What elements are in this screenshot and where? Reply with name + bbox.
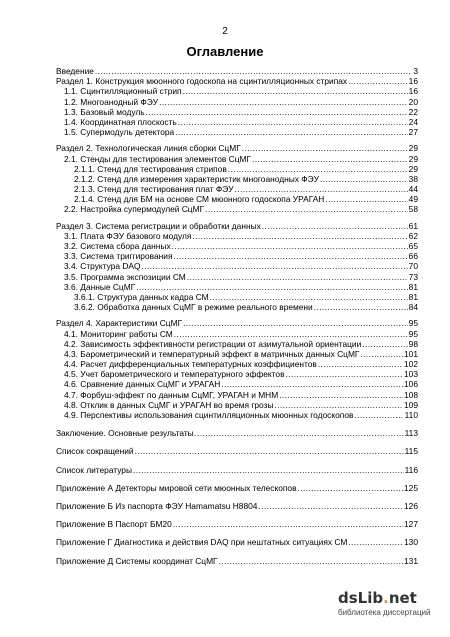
page-number: 2	[222, 26, 228, 37]
toc-dot-leader	[221, 379, 403, 389]
toc-entry-label: 2.1. Стенды для тестирования элементов СцМГ	[64, 153, 252, 164]
toc-dot-leader	[320, 174, 408, 184]
toc-entry-label: 3.5. Программа экспозиции СМ	[64, 271, 186, 282]
toc-dot-leader	[210, 292, 408, 302]
toc-entry-label: Раздел 2. Технологическая линия сборки СцМГ	[56, 143, 241, 154]
toc-entry-page: 22	[408, 106, 418, 117]
toc-entry-page: 95	[408, 318, 418, 329]
toc-entry-page: 101	[404, 348, 418, 359]
toc-dot-leader	[205, 204, 408, 214]
toc-entry-label: 3.1. Плата ФЭУ базового модуля	[64, 230, 192, 241]
toc-entry-page: 125	[404, 482, 418, 493]
toc-dot-leader	[192, 231, 407, 241]
toc-entry-label: Заключение. Основные результаты.	[56, 428, 197, 439]
toc-entry-page: 16	[408, 86, 418, 97]
toc-entry-label: 4.1. Мониторинг работы СМ	[64, 328, 173, 339]
section-gap	[56, 475, 418, 483]
toc-entry-page: 70	[408, 261, 418, 272]
toc-entry[interactable]	[56, 556, 418, 566]
toc-entry-page: 102	[404, 359, 418, 370]
toc-entry-page: 109	[404, 399, 418, 410]
watermark	[338, 589, 448, 617]
toc-entry-label: Приложение Б Из паспорта ФЭУ Hamamatsu H8804	[56, 500, 258, 511]
toc-entry-label: 1.3. Базовый модуль	[64, 106, 145, 117]
toc-entry-page: 108	[404, 389, 418, 400]
toc-entry[interactable]	[56, 428, 418, 438]
toc-entry-label: Введение	[56, 66, 94, 76]
toc-entry-page: 61	[408, 220, 418, 231]
toc-entry-label: 1.4. Координатная плоскость	[64, 116, 177, 127]
toc-entry[interactable]	[56, 369, 418, 379]
toc-entry[interactable]	[56, 519, 418, 529]
toc-entry[interactable]	[56, 76, 418, 86]
toc-entry[interactable]	[56, 537, 418, 547]
toc-dot-leader	[314, 302, 408, 312]
toc-entry-label: 2.1.3. Стенд для тестирования плат ФЭУ	[74, 184, 234, 195]
toc-entry-label: Приложение В Паспорт БМ20	[56, 519, 172, 530]
toc-dot-leader	[228, 164, 408, 174]
toc-entry-label: 4.5. Учет барометрического и температурного эффектов	[64, 369, 285, 380]
toc-entry-page: 130	[404, 537, 418, 548]
toc-entry[interactable]	[56, 465, 418, 475]
toc-entry[interactable]	[56, 261, 418, 271]
toc-entry-page: 95	[408, 328, 418, 339]
toc-entry-page: 131	[404, 555, 418, 566]
toc-entry-label: Список сокращений	[56, 446, 134, 457]
toc-dot-leader	[178, 117, 408, 127]
section-gap	[56, 529, 418, 537]
toc-dot-leader	[258, 501, 403, 511]
toc-entry-label: 4.2. Зависимость эффективности регистрации от азимутальной ориентации	[64, 338, 362, 349]
toc-entry-label: 3.3. Система триггирования	[64, 251, 173, 262]
section-gap	[56, 493, 418, 501]
section-gap	[56, 420, 418, 428]
toc-entry-page: 62	[408, 230, 418, 241]
toc-dot-leader	[286, 369, 404, 379]
toc-dot-leader	[135, 446, 404, 456]
toc-entry-page: 27	[408, 127, 418, 138]
toc-entry-page: 106	[404, 379, 418, 390]
table-of-contents	[56, 66, 418, 566]
toc-dot-leader	[95, 66, 412, 76]
toc-entry-page: 115	[404, 446, 418, 457]
toc-dot-leader	[298, 483, 403, 493]
toc-entry[interactable]	[56, 221, 418, 231]
toc-entry-page: 116	[404, 464, 418, 475]
toc-entry[interactable]	[56, 66, 418, 76]
toc-entry-page: 58	[408, 204, 418, 215]
toc-dot-leader	[274, 400, 403, 410]
toc-dot-leader	[362, 339, 407, 349]
toc-entry-page: 29	[408, 163, 418, 174]
toc-entry[interactable]	[56, 154, 418, 164]
toc-entry-page: 29	[408, 153, 418, 164]
toc-entry-label: Раздел 3. Система регистрации и обработки данных	[56, 220, 261, 231]
toc-entry-page: 16	[408, 76, 418, 87]
toc-entry-page: 20	[408, 96, 418, 107]
toc-entry[interactable]	[56, 410, 418, 420]
toc-entry[interactable]	[56, 97, 418, 107]
toc-entry-page: 3	[413, 66, 418, 76]
toc-entry-label: 1.2. Многоанодный ФЭУ	[64, 96, 159, 107]
toc-entry-page: 110	[404, 410, 418, 420]
watermark-subtitle: библиотека диссертаций	[338, 608, 431, 617]
toc-dot-leader	[133, 465, 404, 475]
toc-entry-page: 65	[408, 241, 418, 251]
toc-dot-leader	[173, 519, 403, 529]
toc-entry-label: 4.7. Форбуш-эффект по данным СцМГ, УРАГАН и МНМ	[64, 389, 279, 400]
toc-entry-label: 3.4. Структура DAQ	[64, 261, 141, 272]
toc-entry-label: Приложение А Детекторы мировой сети мюонных телескопов	[56, 482, 297, 493]
toc-dot-leader	[279, 390, 403, 400]
toc-entry-page: 84	[408, 302, 418, 313]
toc-entry-page: 66	[408, 251, 418, 262]
toc-entry-label: Раздел 4. Характеристики СцМГ	[56, 318, 183, 329]
toc-dot-leader	[242, 143, 408, 153]
toc-entry-label: 2.1.2. Стенд для измерения характеристик многоанодных ФЭУ	[74, 173, 319, 184]
toc-entry[interactable]	[56, 359, 418, 369]
toc-entry-label: 2.1.4. Стенд для БМ на основе СМ мюонного годоскопа УРАГАН	[74, 194, 325, 205]
toc-dot-leader	[325, 194, 407, 204]
toc-entry[interactable]	[56, 501, 418, 511]
toc-entry[interactable]	[56, 302, 418, 312]
toc-entry-page: 73	[408, 271, 418, 282]
toc-entry-label: Раздел 1. Конструкция мюонного годоскопа на сцинтилляционных стрипах	[56, 76, 348, 87]
toc-entry[interactable]	[56, 86, 418, 96]
toc-entry-page: 29	[408, 143, 418, 154]
toc-entry-page: 103	[404, 369, 418, 380]
toc-dot-leader	[159, 97, 408, 107]
section-gap	[56, 457, 418, 465]
toc-entry-page: 113	[404, 428, 418, 439]
toc-entry-page: 49	[408, 194, 418, 205]
toc-entry[interactable]	[56, 282, 418, 292]
toc-entry[interactable]	[56, 117, 418, 127]
toc-entry-label: 3.2. Система сбора данных	[64, 241, 171, 251]
toc-entry-label: Приложение Г Диагностика и действия DAQ при нештатных ситуациях СМ	[56, 537, 348, 548]
toc-entry-label: 3.6. Данные СцМГ	[64, 281, 136, 292]
toc-dot-leader	[348, 537, 403, 547]
toc-entry-label: 3.6.2. Обработка данных СцМГ в режиме реального времени	[74, 302, 313, 313]
section-gap	[56, 438, 418, 446]
toc-entry[interactable]	[56, 107, 418, 117]
toc-dot-leader	[174, 329, 408, 339]
toc-entry-label: 1.5. Супермодуль детектора	[64, 127, 175, 138]
toc-dot-leader	[235, 184, 408, 194]
toc-dot-leader	[175, 127, 407, 137]
toc-entry[interactable]	[56, 446, 418, 456]
toc-dot-leader	[183, 318, 408, 328]
toc-entry-page: 126	[404, 500, 418, 511]
toc-dot-leader	[142, 261, 408, 271]
section-gap	[56, 511, 418, 519]
toc-entry-label: 4.8. Отклик в данных СцМГ и УРАГАН во время грозы	[64, 399, 274, 410]
toc-entry-label: Приложение Д Системы координат СцМГ	[56, 555, 218, 566]
toc-entry-label: Список литературы	[56, 464, 132, 475]
watermark-logo: dsLib.net	[338, 589, 417, 607]
toc-dot-leader	[354, 410, 403, 420]
toc-entry-page: 38	[408, 173, 418, 184]
toc-dot-leader	[262, 221, 408, 231]
toc-entry-label: 1.1. Сцинтилляционный стрип	[64, 86, 182, 97]
toc-entry[interactable]	[56, 194, 418, 204]
toc-entry[interactable]	[56, 251, 418, 261]
toc-entry[interactable]	[56, 127, 418, 137]
toc-entry-page: 44	[408, 184, 418, 195]
toc-entry[interactable]	[56, 143, 418, 153]
toc-dot-leader	[348, 76, 408, 86]
toc-entry[interactable]	[56, 174, 418, 184]
toc-dot-leader	[183, 86, 408, 96]
toc-entry-page: 81	[408, 291, 418, 302]
toc-entry[interactable]	[56, 231, 418, 241]
toc-entry[interactable]	[56, 483, 418, 493]
toc-entry[interactable]	[56, 329, 418, 339]
toc-dot-leader	[136, 282, 407, 292]
toc-dot-leader	[172, 241, 408, 251]
toc-entry[interactable]	[56, 400, 418, 410]
toc-entry-label: 4.6. Сравнение данных СцМГ и УРАГАН	[64, 379, 221, 390]
toc-entry-page: 98	[408, 338, 418, 349]
toc-dot-leader	[197, 428, 404, 438]
toc-dot-leader	[360, 349, 403, 359]
toc-entry[interactable]	[56, 204, 418, 214]
toc-entry[interactable]	[56, 379, 418, 389]
toc-dot-leader	[146, 107, 408, 117]
toc-entry[interactable]	[56, 390, 418, 400]
toc-entry-label: 4.3. Барометрический и температурный эффект в матричных данных СцМГ	[64, 348, 360, 359]
toc-dot-leader	[187, 272, 408, 282]
toc-entry[interactable]	[56, 318, 418, 328]
toc-entry-label: 4.9. Перспективы использования сцинтилляционных мюонных годоскопов	[64, 410, 354, 420]
toc-entry[interactable]	[56, 292, 418, 302]
toc-entry[interactable]	[56, 164, 418, 174]
toc-title: Оглавление	[186, 44, 264, 59]
toc-entry-label: 3.6.1. Структура данных кадра СМ	[74, 291, 209, 302]
toc-dot-leader	[318, 359, 403, 369]
section-gap	[56, 548, 418, 556]
toc-entry-page: 81	[408, 281, 418, 292]
toc-entry-label: 2.2. Настройка супермодулей СцМГ	[64, 204, 205, 215]
toc-entry[interactable]	[56, 241, 418, 251]
toc-dot-leader	[173, 251, 407, 261]
toc-entry[interactable]	[56, 272, 418, 282]
toc-entry-label: 2.1.1. Стенд для тестирования стрипов	[74, 163, 227, 174]
toc-dot-leader	[252, 154, 408, 164]
toc-entry-page: 24	[408, 116, 418, 127]
toc-entry[interactable]	[56, 339, 418, 349]
toc-entry-label: 4.4. Расчет дифференциальных температурных коэффициентов	[64, 359, 317, 370]
toc-entry[interactable]	[56, 184, 418, 194]
toc-entry[interactable]	[56, 349, 418, 359]
toc-dot-leader	[219, 556, 403, 566]
toc-entry-page: 127	[404, 519, 418, 530]
